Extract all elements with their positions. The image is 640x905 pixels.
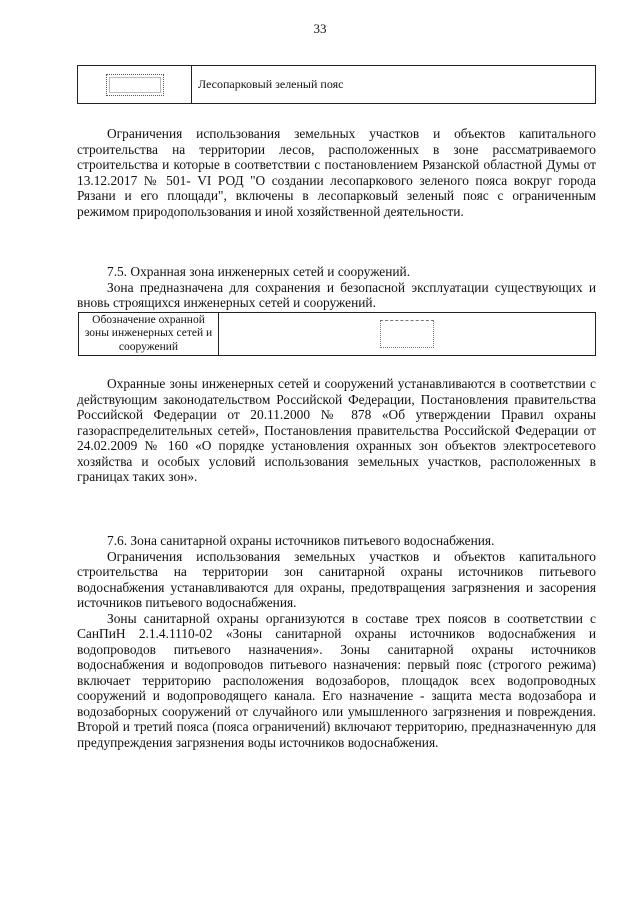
section-7-6-paragraph-2: Зоны санитарной охраны организуются в составе трех поясов в соответствии с СанПиН 2.1.4.1110-02 «Зоны санитарной охраны источников водоснабжения и водопроводов питьевого назначения». Зоны санитарной охраны источников водоснабжения и водопроводов питьевого назначения: первый пояс (строгого режима) включает территорию расположения водозаборов, площадок всех водопроводных сооружений и водопроводящего канала. Его назначение - защита места водозабора и водозаборных сооружений от случайного или умышленного загрязнения и повреждения. Второй и третий пояса (пояса ограничений) включают территорию, предназначенную для предупреждения загрязнения воды источников водоснабжения. bbox=[77, 610, 596, 750]
section-7-6-heading: 7.6. Зона санитарной охраны источников питьевого водоснабжения. bbox=[107, 533, 495, 548]
section-7-5-intro: Зона предназначена для сохранения и безопасной эксплуатации существующих и вновь строящихся инженерных сетей и сооружений. bbox=[77, 279, 596, 310]
engineering-zone-symbol-icon bbox=[380, 320, 434, 348]
legend-table-engineering-zone bbox=[78, 312, 596, 356]
section-7-6-block bbox=[77, 533, 596, 750]
legend-symbol-cell bbox=[78, 66, 192, 104]
page-number: 33 bbox=[313, 21, 327, 36]
legend-symbol-cell bbox=[219, 313, 596, 356]
section-7-6-paragraph-1: Ограничения использования земельных участков и объектов капитального строительства на территории зон санитарной охраны источников питьевого водоснабжения устанавливаются для охраны, предотвращения загрязнения и засорения источников питьевого водоснабжения. bbox=[77, 548, 596, 610]
legend-table-forest-belt bbox=[77, 65, 596, 104]
section-7-5-body-block bbox=[77, 376, 596, 485]
legend-forest-label: Лесопарковый зеленый пояс bbox=[192, 66, 596, 104]
legend-engineering-label: Обозначение охранной зоны инженерных сетей и сооружений bbox=[79, 313, 219, 356]
section-7-5-heading: 7.5. Охранная зона инженерных сетей и сооружений. bbox=[107, 264, 411, 279]
forest-restrictions-block bbox=[77, 126, 596, 219]
forest-restrictions-paragraph: Ограничения использования земельных участков и объектов капитального строительства на территории лесов, расположенных в зоне рассматриваемого строительства и которые в соответствии с постановлением Рязанской областной Думы от 13.12.2017 № 501- VI РОД "О создании лесопаркового зеленого пояса вокруг города Рязани и его площади", включены в лесопарковый зеленый пояс с ограниченным режимом природопользования и иной хозяйственной деятельности. bbox=[77, 126, 596, 219]
forest-belt-symbol-icon bbox=[106, 74, 164, 96]
section-7-5-block bbox=[77, 264, 596, 311]
section-7-5-body: Охранные зоны инженерных сетей и сооружений устанавливаются в соответствии с действующим законодательством Российской Федерации, Постановления правительства Российской Федерации от 20.11.2000 № 878 «Об утверждении Правил охраны газораспределительных сетей», Постановления правительства Российской Федерации от 24.02.2009 № 160 «О порядке установления охранных зон объектов электросетевого хозяйства и особых условий использования земельных участков, расположенных в границах таких зон». bbox=[77, 376, 596, 484]
